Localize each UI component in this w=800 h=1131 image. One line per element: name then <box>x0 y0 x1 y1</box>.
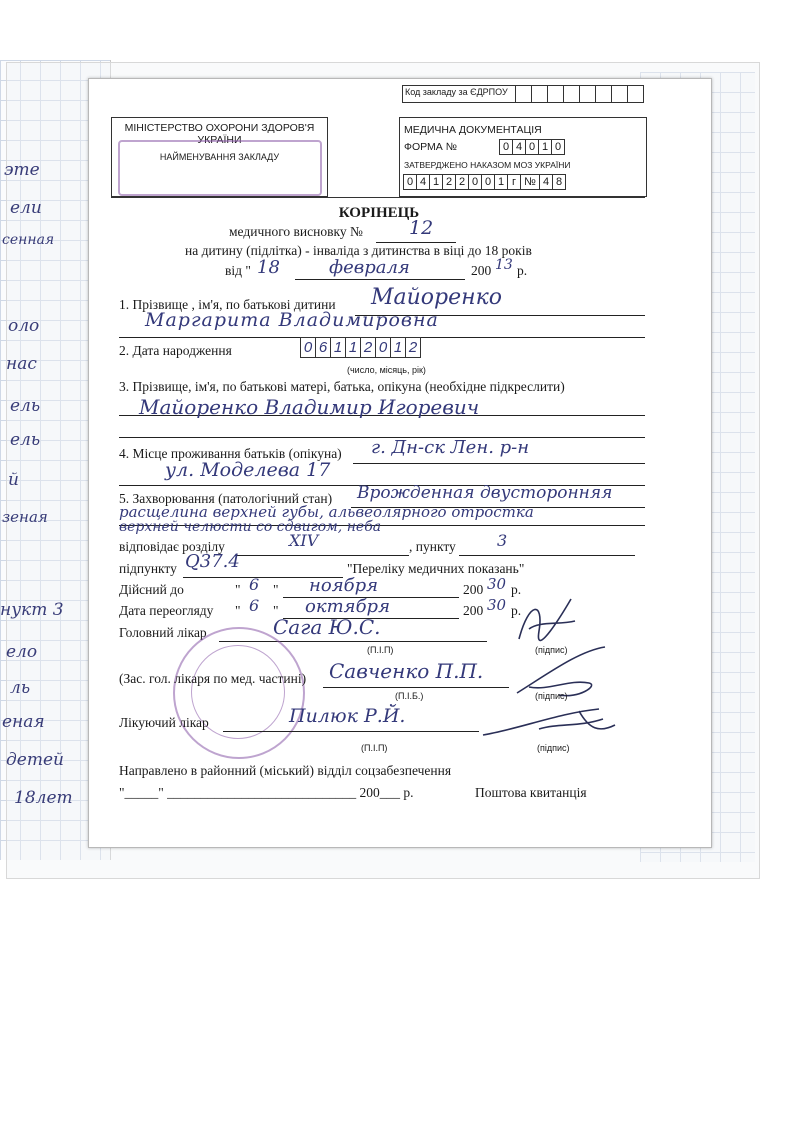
directed-date-line: "_____" ____________________________ 200___ р. <box>119 785 414 800</box>
order-digit: 4 <box>416 174 430 190</box>
point-label: , пункту <box>409 539 456 554</box>
order-no-digit: 8 <box>552 174 566 190</box>
point-value: 3 <box>497 531 508 550</box>
subpoint-value: Q37.4 <box>185 551 240 572</box>
header-right-box <box>399 117 647 197</box>
form-digit: 0 <box>551 139 565 155</box>
deputy-pib-hint: (П.І.Б.) <box>395 691 424 701</box>
birth-digit: 1 <box>390 337 406 358</box>
section-label: відповідає розділу <box>119 539 225 554</box>
field-child-name-label: 1. Прізвище , ім'я, по батькові дитини <box>119 297 336 312</box>
field-birth-date-label: 2. Дата народження <box>119 343 232 358</box>
disease-line-a: Врожденная двусторонняя <box>357 483 613 503</box>
deputy-label: (Зас. гол. лікаря по мед. частині) <box>119 671 307 686</box>
section-line <box>235 541 409 556</box>
title-year-r: р. <box>517 263 528 278</box>
margin-note: зеная <box>2 508 48 526</box>
field-residence-label: 4. Місце проживання батьків (опікуна) <box>119 446 342 461</box>
birth-digit: 1 <box>345 337 361 358</box>
review-date-label: Дата переогляду <box>119 603 214 618</box>
order-digit: 1 <box>429 174 443 190</box>
chief-doctor-name: Сага Ю.С. <box>273 615 381 639</box>
form-digit: 0 <box>525 139 539 155</box>
title-year-prefix: 200 <box>471 263 492 278</box>
chief-signature-hint: (підпис) <box>535 645 568 655</box>
header-left-box <box>111 117 328 197</box>
margin-note: ели <box>10 198 42 218</box>
margin-note: ель <box>10 396 41 416</box>
approved-label: ЗАТВЕРДЖЕНО НАКАЗОМ МОЗ УКРАЇНИ <box>404 160 571 170</box>
valid-year-prefix: 200 <box>463 582 484 597</box>
institution-name-label: НАЙМЕНУВАННЯ ЗАКЛАДУ <box>159 152 280 162</box>
form-digit: 0 <box>499 139 513 155</box>
conclusion-number: 12 <box>409 217 434 239</box>
margin-note: ело <box>6 642 38 662</box>
order-digit: 0 <box>468 174 482 190</box>
field-parent-label: 3. Прізвище, ім'я, по батькові матері, батька, опікуна (необхідне підкреслити) <box>119 379 565 394</box>
subpoint-label: підпункту <box>119 561 177 576</box>
institution-stamp <box>118 140 322 196</box>
margin-note: й <box>8 470 19 490</box>
birth-digit: 2 <box>405 337 421 358</box>
parent-name: Майоренко Владимир Игоревич <box>139 395 480 419</box>
birth-digit: 0 <box>300 337 316 358</box>
birth-digit: 2 <box>360 337 376 358</box>
review-month: октября <box>305 596 390 617</box>
institution-code-label: Код закладу за ЄДРПОУ <box>405 87 508 97</box>
margin-note: ель <box>10 430 41 450</box>
deputy-signature-hint: (підпис) <box>535 691 568 701</box>
valid-close-quote: " <box>273 582 279 597</box>
chief-doctor-label: Головний лікар <box>119 625 207 640</box>
residence-city: г. Дн-ск Лен. р-н <box>371 437 530 458</box>
margin-note: сенная <box>2 232 55 248</box>
section-value: XIV <box>289 531 319 550</box>
point-line <box>459 541 635 556</box>
order-no-label: № <box>520 174 540 190</box>
margin-note: еная <box>2 712 45 732</box>
birth-digit: 6 <box>315 337 331 358</box>
date-from-label: від " <box>225 263 251 278</box>
margin-note: нас <box>6 354 37 374</box>
ministry-name: МІНІСТЕРСТВО ОХОРОНИ ЗДОРОВ'Я <box>124 122 315 134</box>
document-title: КОРІНЕЦЬ <box>338 205 420 221</box>
subpoint-note: "Переліку медичних показань" <box>347 561 525 576</box>
form-label: ФОРМА № <box>404 141 457 153</box>
title-day: 18 <box>257 257 280 278</box>
chief-pib-hint: (П.І.П) <box>367 645 394 655</box>
birth-digit: 0 <box>375 337 391 358</box>
review-close-quote: " <box>273 603 279 618</box>
conclusion-number-label: медичного висновку № <box>229 224 363 239</box>
valid-until-label: Дійсний до <box>119 582 184 597</box>
review-open-quote: " <box>235 603 241 618</box>
field-disease-label: 5. Захворювання (патологічний стан) <box>119 491 333 506</box>
margin-note: детей <box>6 750 64 770</box>
valid-year: 30 <box>487 575 507 593</box>
title-subline: на дитину (підлітка) - інваліда з дитинства в віці до 18 років <box>185 243 532 258</box>
margin-note: 18лет <box>14 788 73 808</box>
order-digit: 2 <box>442 174 456 190</box>
child-surname: Майоренко <box>371 285 503 310</box>
order-digit: 0 <box>403 174 417 190</box>
title-month: февраля <box>329 257 410 278</box>
residence-street: ул. Моделева 17 <box>165 459 331 481</box>
header-divider <box>111 197 645 198</box>
margin-note: ль <box>10 678 31 698</box>
order-g: г <box>507 174 521 190</box>
child-name: Маргарита Владимировна <box>145 309 439 331</box>
form-number <box>500 139 565 155</box>
review-year-prefix: 200 <box>463 603 484 618</box>
margin-note: нукт 3 <box>0 600 64 620</box>
form-digit: 4 <box>512 139 526 155</box>
form-digit: 1 <box>538 139 552 155</box>
directed-text: Направлено в районний (міський) відділ соцзабезпечення <box>119 763 452 778</box>
order-digit: 0 <box>481 174 495 190</box>
country-name: УКРАЇНИ <box>197 134 242 146</box>
order-no-digit: 4 <box>539 174 553 190</box>
review-year: 30 <box>487 596 507 614</box>
order-digit: 2 <box>455 174 469 190</box>
treating-pib-hint: (П.І.П) <box>361 743 388 753</box>
treating-signature-hint: (підпис) <box>537 743 570 753</box>
round-seal-stamp <box>173 627 305 759</box>
institution-code-box <box>402 85 644 103</box>
birth-digit: 1 <box>330 337 346 358</box>
review-r: р. <box>511 603 522 618</box>
disease-line-b: расщелина верхней губы, альвеолярного отростка <box>119 503 534 521</box>
review-day: 6 <box>249 596 260 615</box>
birth-date-cells <box>301 337 421 358</box>
margin-note: оло <box>8 316 40 336</box>
treating-doctor-name: Пилюк Р.Й. <box>289 705 406 727</box>
postal-receipt-label: Поштова квитанція <box>475 785 587 800</box>
disease-line-c: верхней челюсти со сдвигом, неба <box>119 519 382 535</box>
valid-day: 6 <box>249 575 260 594</box>
birth-date-hint: (число, місяць, рік) <box>347 365 426 375</box>
treating-signature-scribble <box>479 699 619 743</box>
medical-form-sheet <box>88 78 712 848</box>
chief-signature-scribble <box>509 591 579 647</box>
valid-open-quote: " <box>235 582 241 597</box>
valid-r: р. <box>511 582 522 597</box>
order-number <box>404 174 566 190</box>
valid-month: ноября <box>309 575 379 596</box>
treating-doctor-label: Лікуючий лікар <box>119 715 209 730</box>
order-digit: 1 <box>494 174 508 190</box>
margin-note: эте <box>4 160 40 180</box>
title-year: 13 <box>495 257 513 273</box>
deputy-name: Савченко П.П. <box>329 659 484 683</box>
med-doc-label: МЕДИЧНА ДОКУМЕНТАЦІЯ <box>404 124 542 136</box>
